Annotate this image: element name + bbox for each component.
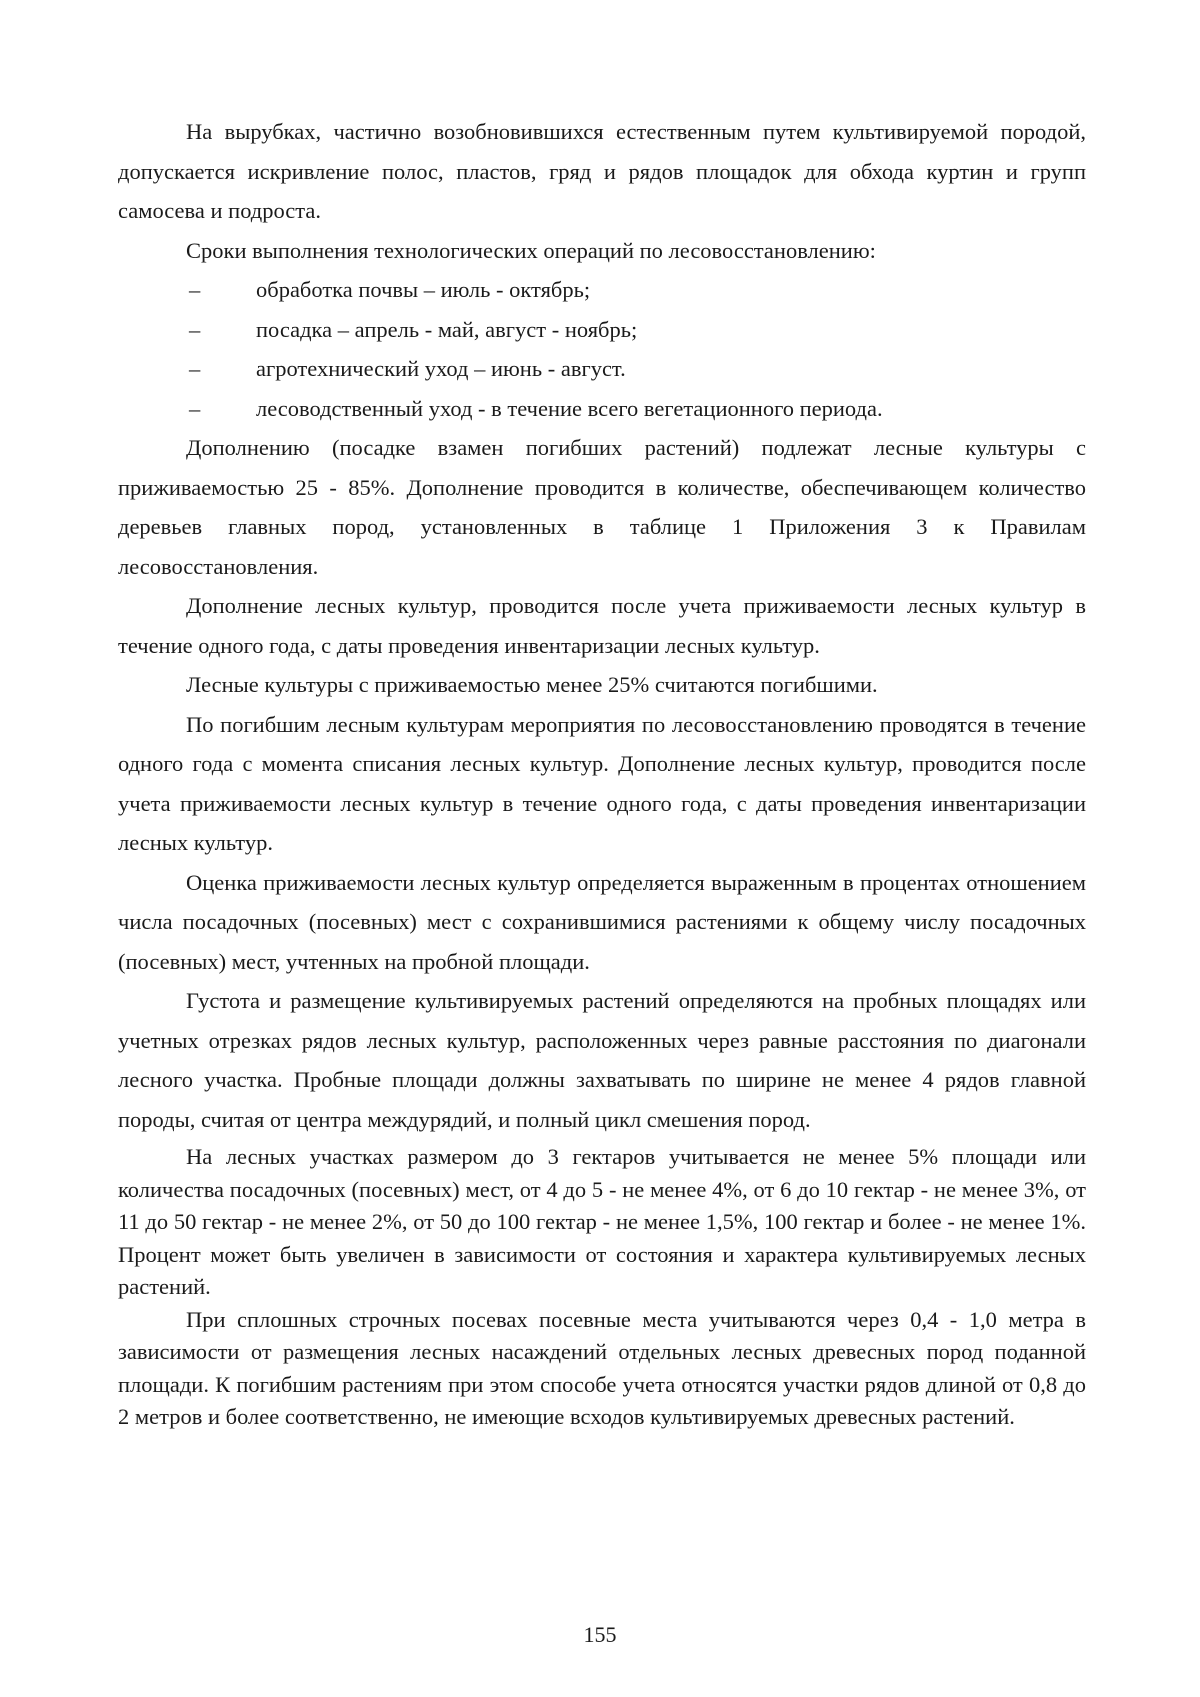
paragraph-survival-assessment: Оценка приживаемости лесных культур определяется выраженным в процентах отношением числа посадочных (посевных) мест с сохранившимися растениями к общему числу посадочных (посевных) мест, учтенных на пробной площади. xyxy=(118,869,1086,974)
paragraph-density: Густота и размещение культивируемых растений определяются на пробных площадях или учетных отрезках рядов лесных культур, расположенных через равные расстояния по диагонали лесного участка. Пробные площади должны захватывать по ширине не менее 4 рядов главной породы, считая от центра междурядий, и полный цикл смешения пород. xyxy=(118,988,1086,1132)
document-page xyxy=(118,112,1086,1434)
list-item-text: агротехнический уход – июнь - август. xyxy=(256,356,626,381)
dash-bullet: – xyxy=(189,356,201,381)
list-item xyxy=(118,349,1086,389)
paragraph-sample-percent: На лесных участках размером до 3 гектаров учитывается не менее 5% площади или количества посадочных (посевных) мест, от 4 до 5 - не менее 4%, от 6 до 10 гектар - не менее 3%, от 11 до 50 гектар - не менее 2%, от 50 до 100 гектар - не менее 1,5%, 100 гектар и более - не менее 1%. Процент может быть увеличен в зависимости от состояния и характера культивируемых лесных растений. xyxy=(118,1144,1086,1299)
paragraph-dead-cultures: Лесные культуры с приживаемостью менее 25% считаются погибшими. xyxy=(186,672,878,697)
paragraph-row-sowing: При сплошных строчных посевах посевные места учитываются через 0,4 - 1,0 метра в зависимости от размещения лесных насаждений отдельных лесных древесных пород поданной площади. К погибшим растениям при этом способе учета относятся участки рядов длиной от 0,8 до 2 метров и более соответственно, не имеющие всходов культивируемых древесных растений. xyxy=(118,1306,1086,1429)
list-item-text: лесоводственный уход - в течение всего вегетационного периода. xyxy=(256,395,883,421)
schedule-list xyxy=(118,270,1086,428)
list-item-text: обработка почвы – июль - октябрь; xyxy=(256,277,591,302)
paragraph-dead-cultures-measures: По погибшим лесным культурам мероприятия по лесовосстановлению проводятся в течение одного года с момента списания лесных культур. Дополнение лесных культур, проводится после учета приживаемости лесных культур в течение одного года, с даты проведения инвентаризации лесных культур. xyxy=(118,711,1086,855)
dash-bullet: – xyxy=(189,316,201,342)
list-item-text: посадка – апрель - май, август - ноябрь; xyxy=(256,316,638,342)
list-item xyxy=(118,270,1086,310)
dash-bullet: – xyxy=(189,277,201,302)
paragraph-schedule-intro: Сроки выполнения технологических операций по лесовосстановлению: xyxy=(186,237,876,263)
dash-bullet: – xyxy=(189,395,201,421)
list-item xyxy=(118,389,1086,429)
page-number: 155 xyxy=(583,1622,617,1647)
paragraph-replanting: Дополнению (посадке взамен погибших растений) подлежат лесные культуры с приживаемостью 25 - 85%. Дополнение проводится в количестве, обеспечивающем количество деревьев главных пород, установленных в таблице 1 Приложения 3 к Правилам лесовосстановления. xyxy=(118,435,1086,579)
list-item xyxy=(118,310,1086,350)
paragraph-replanting-timing: Дополнение лесных культур, проводится после учета приживаемости лесных культур в течение одного года, с даты проведения инвентаризации лесных культур. xyxy=(118,593,1086,658)
paragraph-clearings: На вырубках, частично возобновившихся естественным путем культивируемой породой, допускается искривление полос, пластов, гряд и рядов площадок для обхода куртин и групп самосева и подроста. xyxy=(118,119,1086,223)
